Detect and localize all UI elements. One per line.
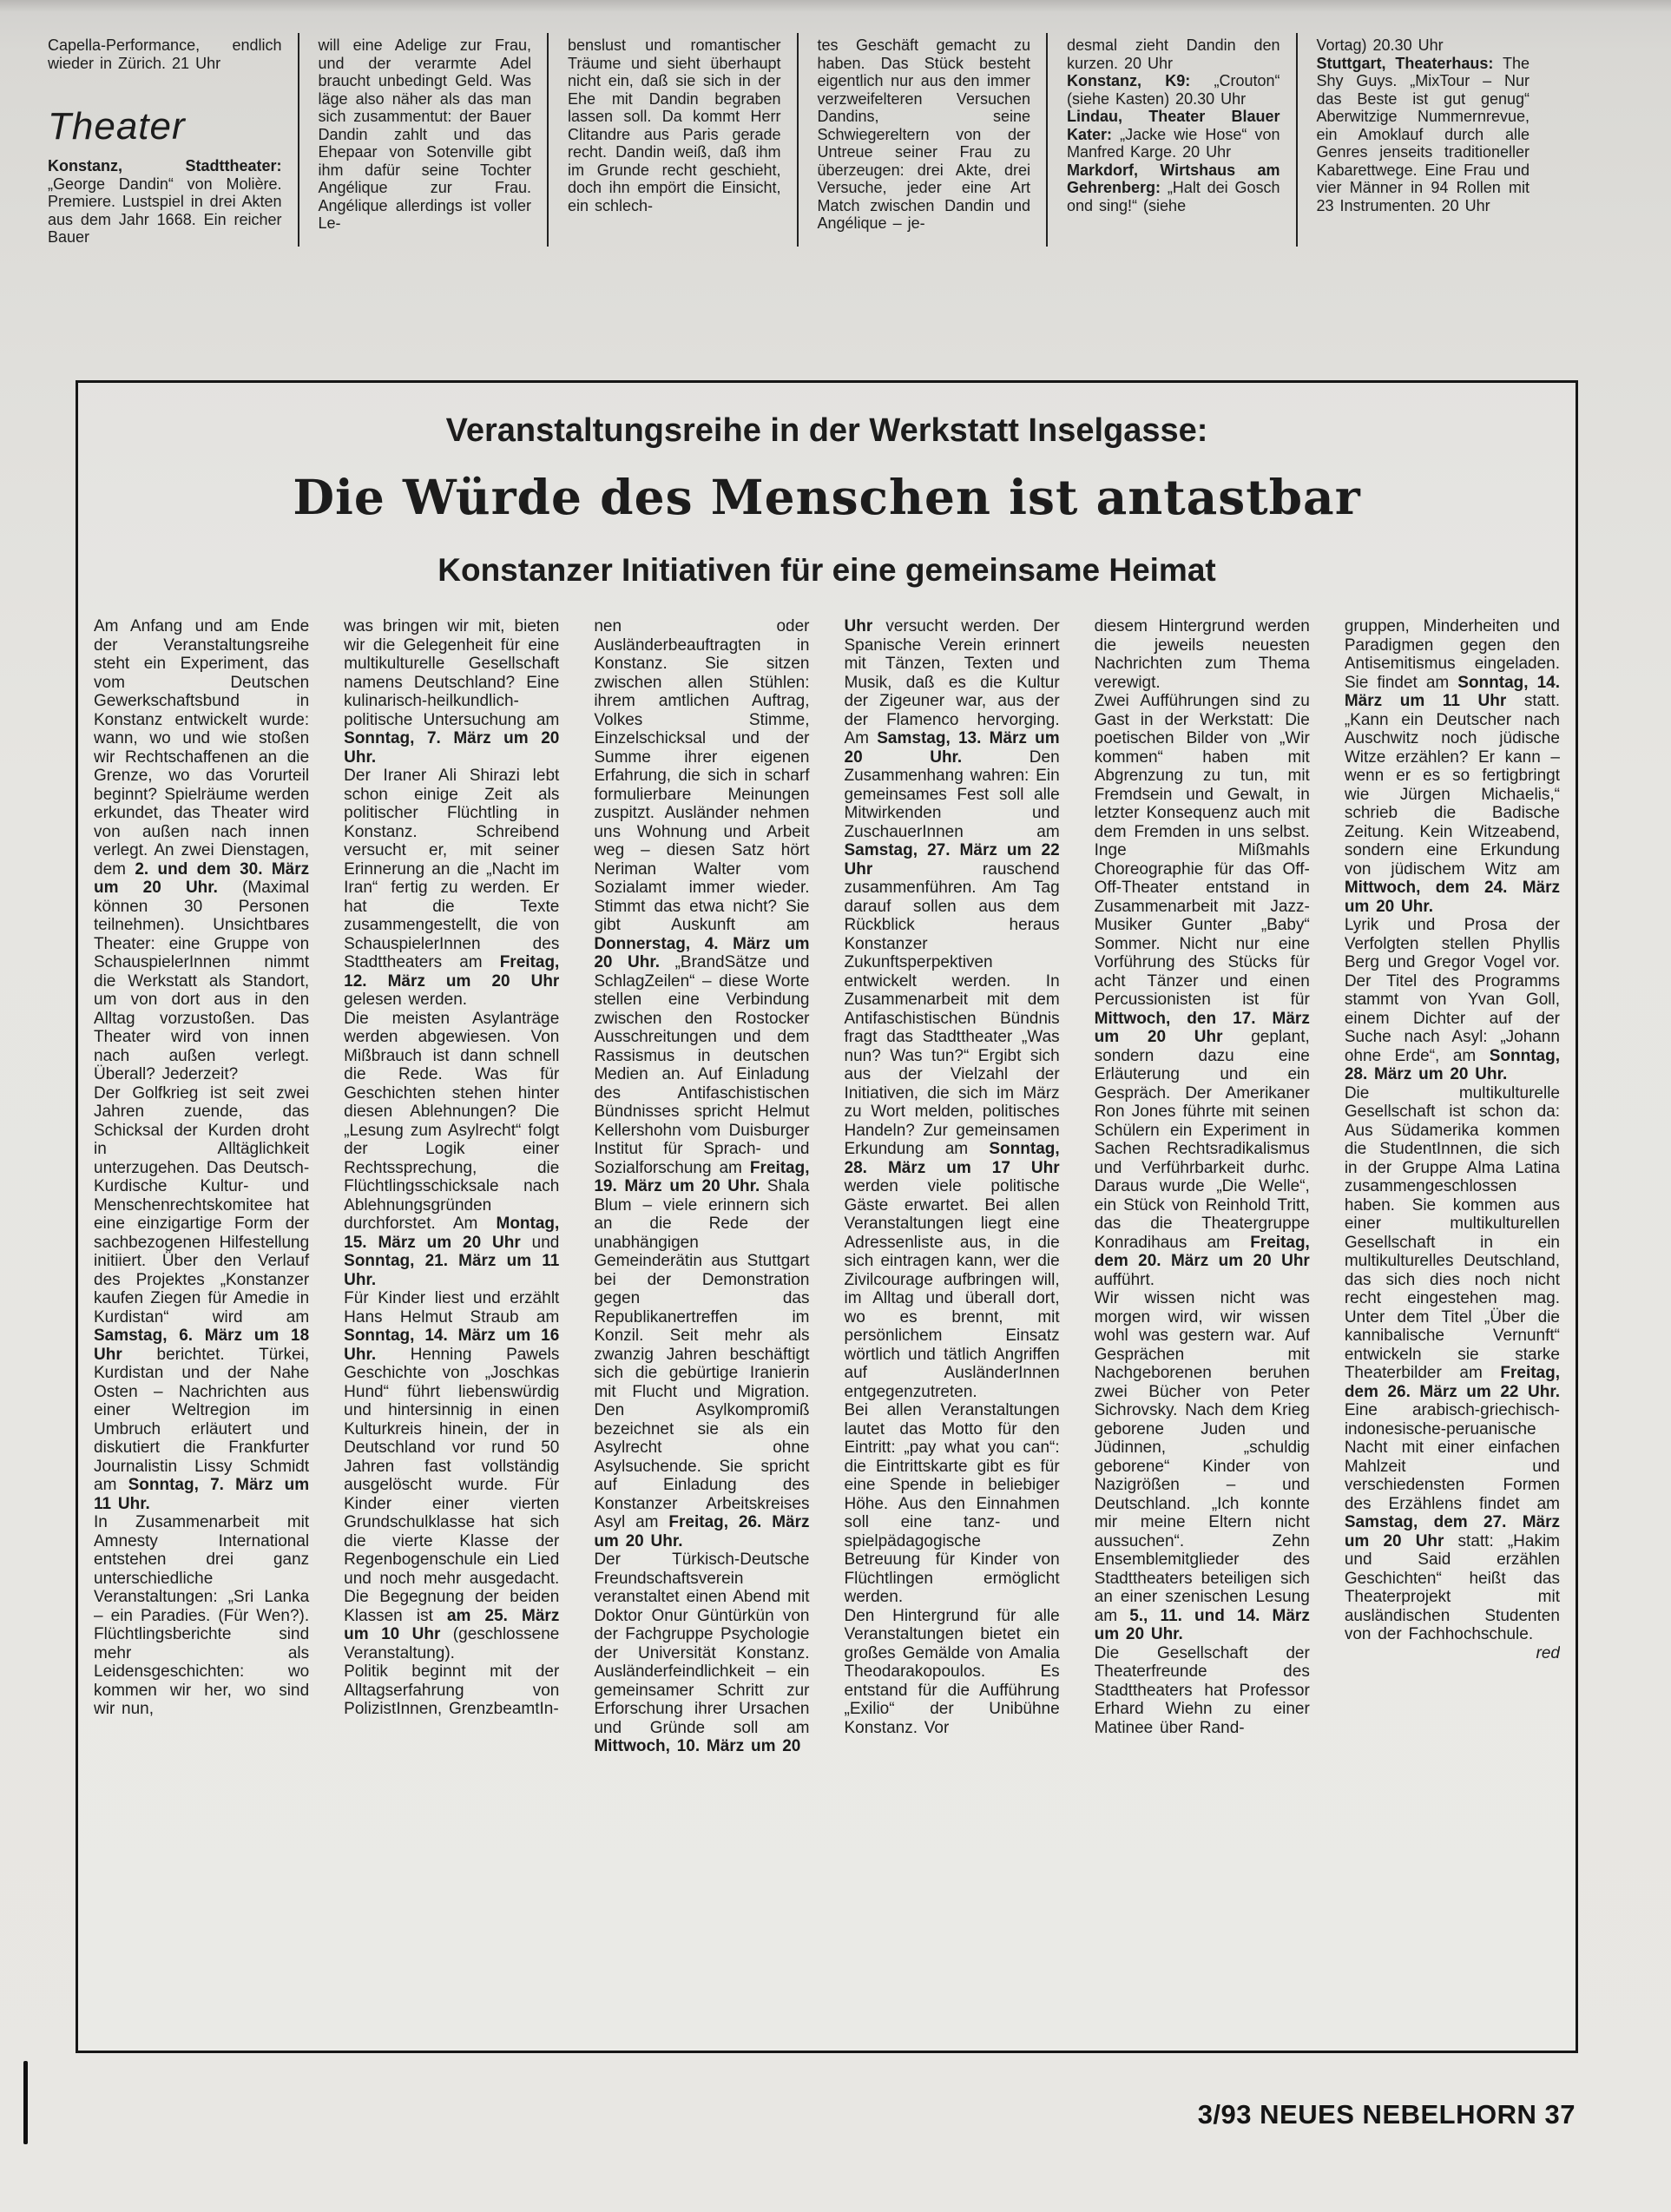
article-headline: Die Würde des Menschen ist antastbar <box>293 469 1361 525</box>
article-paragraph: Am Anfang und am Ende der Veranstaltungsreihe steht ein Experiment, das vom Deutschen Gewerkschaftsbund in Konstanz entwickelt wurde: wann, wo und wie stoßen wir Rechtschaffenen an die Grenze, wo das Vorurteil beginnt? Spielräume werden erkundet, das Theater wird von außen nach innen verlegt. An zwei Dienstagen, dem 2. und dem 30. März um 20 Uhr. (Maximal können 30 Personen teilnehmen). Unsichtbares Theater: eine Gruppe von SchauspielerInnen nimmt die Werkstatt als Standort, um von dort aus in den Alltag vorzustoßen. Das Theater wird von innen nach außen verlegt. Überall? Jederzeit? <box>94 617 310 1083</box>
article-paragraph: Die meisten Asylanträge werden abgewiesen. Von Mißbrauch ist dann schnell die Rede. Was für Geschichten stehen hinter diesen Ablehnungen? Die „Lesung zum Asylrecht“ folgt der Logik einer Rechtssprechung, die Flüchtlingsschicksale nach Ablehnungsgründen durchforstet. Am Montag, 15. März um 20 Uhr und Sonntag, 21. März um 11 Uhr. <box>344 1009 560 1289</box>
listing-entry: Stuttgart, Theaterhaus: The Shy Guys. „MixTour – Nur das Beste ist gut genug“ Aberwitzige Nummernrevue, ein Amoklauf durch alle Genres jenseits traditioneller Kabarettwege. Eine Frau und vier Männer in 94 Rollen mit 23 Instrumenten. 20 Uhr <box>1316 54 1530 214</box>
article-paragraph: Wir wissen nicht was morgen wird, wir wissen wohl was gestern war. Auf Gesprächen mit Nachgeborenen beruhen zwei Bücher von Peter Sichrovsky. Nach dem Krieg geborene Juden und Jüdinnen, „schuldig geborene“ Kinder von Nazigrößen – und Deutschland. „Ich konnte mir meine Eltern nicht aussuchen“. Zehn Ensemblemitglieder des Stadttheaters beteiligen sich an einer szenischen Lesung am 5., 11. und 14. März um 20 Uhr. <box>1094 1289 1310 1643</box>
listing-entry: Markdorf, Wirtshaus am Gehrenberg: „Halt dei Gosch ond sing!“ (siehe <box>1067 161 1280 214</box>
listing-entry: will eine Adelige zur Frau, und der verarmte Adel braucht unbedingt Geld. Was läge also näher als das man sich zusammentut: der Bauer Dandin zahlt und das Ehepaar von Sotenville gibt ihm dafür seine Tochter Angélique zur Frau. Angélique allerdings ist voller Le- <box>318 36 531 232</box>
listing-entry: tes Geschäft gemacht zu haben. Das Stück besteht eigentlich nur aus den immer verzweifelteren Versuchen Dandins, seine Schwiegereltern von der Untreue seiner Frau zu überzeugen: drei Akte, drei Versuche, jeder eine Art Match zwischen Dandin und Angélique – je- <box>817 36 1030 232</box>
author-signature: red <box>1536 1643 1560 1662</box>
section-heading-theater: Theater <box>48 105 186 148</box>
article-paragraph: Zwei Aufführungen sind zu Gast in der Werkstatt: Die poetischen Bilder von „Wir kommen“ haben mit Abgrenzung zu tun, mit Fremdsein und Gewalt, in letzter Konsequenz auch mit dem Fremden in uns selbst. Inge Mißmahls Choreographie für das Off-Off-Theater entstand in Zusammenarbeit mit Jazz-Musiker Gunter „Baby“ Sommer. Nicht nur eine Vorführung des Stücks für acht Tänzer und einen Percussionisten ist für Mittwoch, den 17. März um 20 Uhr geplant, sondern dazu eine Erläuterung und ein Gespräch. Der Amerikaner Ron Jones führte mit seinen Schülern ein Experiment in Sachen Rechtsradikalismus und Verführbarkeit durhc. Daraus wurde „Die Welle“, ein Stück von Reinhold Tritt, das die Theatergruppe Konradihaus am Freitag, dem 20. März um 20 Uhr aufführt. <box>1094 692 1310 1289</box>
article-column-1 <box>94 617 309 1970</box>
listings-column-4 <box>797 33 1047 247</box>
listing-entry: Lindau, Theater Blauer Kater: „Jacke wie Hose“ von Manfred Karge. 20 Uhr <box>1067 108 1280 161</box>
theater-listings-strip <box>48 33 1545 247</box>
article-subheadline: Konstanzer Initiativen für eine gemeinsame Heimat <box>437 552 1216 588</box>
listing-entry: desmal zieht Dandin den kurzen. 20 Uhr <box>1067 36 1280 72</box>
article-paragraph: Für Kinder liest und erzählt Hans Helmut Straub am Sonntag, 14. März um 16 Uhr. Henning Pawels Geschichte von „Joschkas Hund“ führt liebenswürdig und hintersinnig in einen Kulturkreis hinein, der in Deutschland vor rund 50 Jahren fast vollständig ausgelöscht wurde. Für Kinder einer vierten Grundschulklasse hat sich die vierte Klasse der Regenbogenschule ein Lied und noch mehr ausgedacht. Die Begegnung der beiden Klassen ist am 25. März um 10 Uhr (geschlossene Veranstaltung). <box>344 1289 560 1662</box>
listings-column-3 <box>547 33 797 247</box>
listings-column-6 <box>1296 33 1546 247</box>
scan-artifact-line <box>23 2061 28 2144</box>
article-paragraph: In Zusammenarbeit mit Amnesty International entstehen drei ganz unterschiedliche Veranstaltungen: „Sri Lanka – ein Paradies. (Für Wen?). Flüchtlingsberichte sind mehr als Leidensgeschichten: wo kommen wir her, wo sind wir nun, <box>94 1513 310 1718</box>
article-column-4 <box>845 617 1060 1970</box>
article-paragraph: Die multikulturelle Gesellschaft ist schon da: Aus Südamerika kommen die StudentInnen, die sich in der Gruppe Alma Latina zusammengeschlossen haben. Sie kommen aus einer multikulturellen Gesellschaft in ein multikulturelles Deutschland, das sich dies noch nicht recht eingestehen mag. Unter dem Titel „Über die kannibalische Vernunft“ entwickeln sie starke Theaterbilder am Freitag, dem 26. März um 22 Uhr. Eine arabisch-griechisch-indonesische-peruanische Nacht mit einer einfachen Mahlzeit und verschiedensten Formen des Erzählens findet am Samstag, dem 27. März um 20 Uhr statt: „Hakim und Said erzählen Geschichten“ heißt das Theaterprojekt mit ausländischen Studenten von der Fachhochschule. <box>1344 1083 1560 1643</box>
article-paragraph: Der Iraner Ali Shirazi lebt schon einige Zeit als politischer Flüchtling in Konstanz. Schreibend versucht er, mit seiner Erinnerung an die „Nacht im Iran“ fertig zu werden. Er hat die Texte zusammengestellt, die von SchauspielerInnen des Stadttheaters am Freitag, 12. März um 20 Uhr gelesen werden. <box>344 767 560 1009</box>
article-paragraph: Den Hintergrund für alle Veranstaltungen bietet ein großes Gemälde von Amalia Theodarakopoulos. Es entstand für die Aufführung „Exilio“ der Unibühne Konstanz. Vor <box>844 1606 1060 1737</box>
article-paragraph: Der Türkisch-Deutsche Freundschaftsverein veranstaltet einen Abend mit Doktor Onur Güntürkün von der Fachgruppe Psychologie der Universität Konstanz. Ausländerfeindlichkeit – ein gemeinsamer Schritt zur Erforschung ihrer Ursachen und Gründe soll am Mittwoch, 10. März um 20 <box>594 1550 810 1755</box>
article-paragraph: Lyrik und Prosa der Verfolgten stellen Phyllis Berg und Gregor Vogel vor. Der Titel des Programms stammt von Yvan Goll, einem Dichter auf der Suche nach Asyl: „Johann ohne Erde“, am Sonntag, 28. März um 20 Uhr. <box>1344 916 1560 1083</box>
article-paragraph: gruppen, Minderheiten und Paradigmen gegen den Antisemitismus eingeladen. Sie findet am Sonntag, 14. März um 11 Uhr statt. „Kann ein Deutscher nach Auschwitz noch jüdische Witze erzählen? Er kann – wenn er es so fertigbringt wie Jürgen Michaelis,“ schrieb die Badische Zeitung. Kein Witzeabend, sondern eine Erkundung von jüdischem Witz am Mittwoch, dem 24. März um 20 Uhr. <box>1344 617 1560 916</box>
article-paragraph: Uhr versucht werden. Der Spanische Verein erinnert mit Tänzen, Texten und Musik, daß es die Kultur der Zigeuner war, aus der der Flamenco hervorging. Am Samstag, 13. März um 20 Uhr. Den Zusammenhang wahren: Ein gemeinsames Fest soll alle Mitwirkenden und ZuschauerInnen am Samstag, 27. März um 22 Uhr rauschend zusammenführen. Am Tag darauf sollen aus dem Rückblick heraus Konstanzer Zukunftsperpektiven entwickelt werden. In Zusammenarbeit mit dem Antifaschistischen Bündnis fragt das Stadttheater „Was nun? Was tun?“ Ergibt sich aus der Vielzahl der Initiativen, die sich im März zu Wort melden, politisches Handeln? Zur gemeinsamen Erkundung am Sonntag, 28. März um 17 Uhr werden viele politische Gäste erwartet. Bei allen Veranstaltungen liegt eine Adressenliste aus, in die sich eintragen kann, wer die Zivilcourage aufbringen will, im Alltag und überall dort, wo es brennt, mit persönlichem Einsatz wörtlich und tätlich Angriffen auf AusländerInnen entgegenzutreten. <box>844 617 1060 1401</box>
listings-column-2 <box>298 33 548 247</box>
article-paragraph: nen oder Ausländerbeauftragten in Konstanz. Sie sitzen zwischen allen Stühlen: ihrem amtlichen Auftrag, Volkes Stimme, Einzelschicksal und der Summe ihrer eigenen Erfahrung, die sich in scharf formulierbare Meinungen zuspitzt. Ausländer nehmen uns Wohnung und Arbeit weg – diesen Satz hört Neriman Walter vom Sozialamt immer wieder. Stimmt das etwa nicht? Sie gibt Auskunft am Donnerstag, 4. März um 20 Uhr. „BrandSätze und SchlagZeilen“ – diese Worte stellen eine Verbindung zwischen den Rostocker Ausschreitungen und dem Rassismus in deutschen Medien an. Auf Einladung des Antifaschistischen Bündnisses spricht Helmut Kellershohn vom Duisburger Institut für Sprach- und Sozialforschung am Freitag, 19. März um 20 Uhr. Shala Blum – viele erinnern sich an die Rede der unabhängigen Gemeinderätin aus Stuttgart bei der Demonstration gegen das Republikanertreffen im Konzil. Seit mehr als zwanzig Jahren beschäftigt sich die gebürtige Iranierin mit Flucht und Migration. Den Asylkompromiß bezeichnet sie als ein Asylrecht ohne Asylsuchende. Sie spricht auf Einladung des Konstanzer Arbeitskreises Asyl am Freitag, 26. März um 20 Uhr. <box>594 617 810 1550</box>
article-paragraph: Bei allen Veranstaltungen lautet das Motto für den Eintritt: „pay what you can“: die Eintrittskarte gibt es für eine Spende in beliebiger Höhe. Aus den Einnahmen soll eine tanz- und spielpädagogische Betreuung für Kinder von Flüchtlingen ermöglicht werden. <box>844 1401 1060 1606</box>
listings-column-1 <box>48 33 298 247</box>
article-paragraph: diesem Hintergrund werden die jeweils neuesten Nachrichten zum Thema verewigt. <box>1094 617 1310 692</box>
article-paragraph: Die Gesellschaft der Theaterfreunde des Stadttheaters hat Professor Erhard Wiehn zu einer Matinee über Rand- <box>1094 1643 1310 1737</box>
article-kicker: Veranstaltungsreihe in der Werkstatt Inselgasse: <box>445 412 1208 449</box>
article-paragraph: Politik beginnt mit der Alltagserfahrung von PolizistInnen, GrenzbeamtIn- <box>344 1662 560 1718</box>
listing-entry: Konstanz, Stadttheater: „George Dandin“ von Molière. Premiere. Lustspiel in drei Akten aus dem Jahr 1668. Ein reicher Bauer <box>48 157 282 246</box>
listing-entry: benslust und romantischer Träume und sieht überhaupt nicht ein, daß sie sich in der Ehe mit Dandin begraben lassen soll. Da kommt Herr Clitandre aus Paris gerade recht. Dandin weiß, daß ihm im Grunde recht geschieht, doch ihn empört die Einsicht, ein schlech- <box>568 36 781 214</box>
listing-entry: Capella-Performance, endlich wieder in Zürich. 21 Uhr <box>48 36 282 72</box>
article-paragraph: was bringen wir mit, bieten wir die Gelegenheit für eine multikulturelle Gesellschaft namens Deutschland? Eine kulinarisch-heilkundlich-politische Untersuchung am Sonntag, 7. März um 20 Uhr. <box>344 617 560 767</box>
page-footer: 3/93 NEUES NEBELHORN 37 <box>1197 2099 1576 2130</box>
article-column-3 <box>594 617 809 1970</box>
article-column-6 <box>1345 617 1560 1970</box>
listing-entry: Vortag) 20.30 Uhr <box>1316 36 1444 54</box>
feature-article-box <box>76 380 1578 2053</box>
listings-column-5 <box>1046 33 1296 247</box>
article-column-5 <box>1095 617 1310 1970</box>
listing-entry: Konstanz, K9: „Crouton“ (siehe Kasten) 20.30 Uhr <box>1067 72 1280 108</box>
article-paragraph: Der Golfkrieg ist seit zwei Jahren zuende, das Schicksal der Kurden droht in Alltäglichkeit unterzugehen. Das Deutsch-Kurdische Kultur- und Menschenrechtskomitee hat eine einzigartige Form der sachbezogenen Hilfestellung initiiert. Über den Verlauf des Projektes „Konstanzer kaufen Ziegen für Amedie in Kurdistan“ wird am Samstag, 6. März um 18 Uhr berichtet. Türkei, Kurdistan und der Nahe Osten – Nachrichten aus einer Weltregion im Umbruch erläutert und diskutiert die Frankfurter Journalistin Lissy Schmidt am Sonntag, 7. März um 11 Uhr. <box>94 1083 310 1513</box>
article-column-2 <box>344 617 559 1970</box>
article-body <box>94 617 1560 1970</box>
